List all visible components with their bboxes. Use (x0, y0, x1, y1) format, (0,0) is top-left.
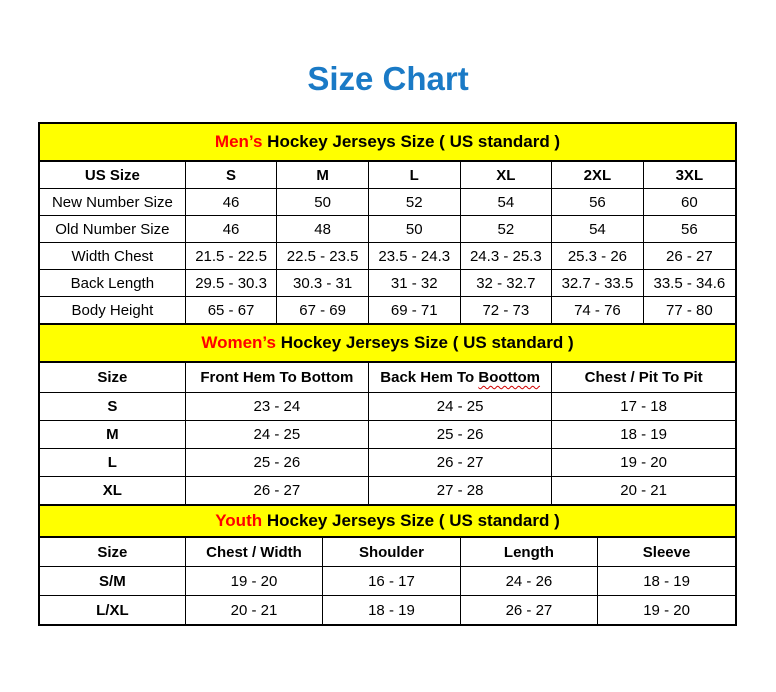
column-header-cell: Back Hem To Boottom (369, 363, 552, 393)
value-cell: 30.3 - 31 (277, 270, 369, 297)
value-cell: 24 - 25 (185, 421, 368, 449)
value-cell: 54 (460, 189, 552, 216)
value-cell: 26 - 27 (369, 449, 552, 477)
value-cell: 19 - 20 (185, 567, 322, 596)
row-label-cell: New Number Size (40, 189, 185, 216)
value-cell: 29.5 - 30.3 (185, 270, 277, 297)
value-cell: 67 - 69 (277, 297, 369, 324)
table-row (40, 393, 735, 421)
value-cell: 60 (643, 189, 735, 216)
column-header-cell: Length (460, 538, 597, 567)
row-label-cell: Old Number Size (40, 216, 185, 243)
value-cell: 20 - 21 (552, 477, 735, 505)
column-header-cell: XL (460, 162, 552, 189)
section-title-rest: Hockey Jerseys Size ( US standard ) (262, 511, 560, 530)
mens-section (40, 124, 735, 323)
value-cell: 65 - 67 (185, 297, 277, 324)
value-cell: 24.3 - 25.3 (460, 243, 552, 270)
row-label-cell: S/M (40, 567, 185, 596)
value-cell: 48 (277, 216, 369, 243)
womens-size-table (40, 363, 735, 504)
section-title-rest: Hockey Jerseys Size ( US standard ) (275, 333, 574, 352)
column-header-cell: Chest / Width (185, 538, 322, 567)
value-cell: 18 - 19 (598, 567, 735, 596)
header-row (40, 538, 735, 567)
value-cell: 56 (552, 189, 644, 216)
section-title-rest: Hockey Jerseys Size ( US standard ) (262, 132, 561, 151)
table-row (40, 270, 735, 297)
value-cell: 25.3 - 26 (552, 243, 644, 270)
youth-section (40, 504, 735, 624)
value-cell: 18 - 19 (552, 421, 735, 449)
row-label-cell: Back Length (40, 270, 185, 297)
value-cell: 17 - 18 (552, 393, 735, 421)
youth-section-title-band (40, 504, 735, 538)
table-row (40, 567, 735, 596)
misspelled-word: Boottom (478, 369, 541, 386)
section-title-highlight: Women’s (201, 333, 276, 352)
table-row (40, 216, 735, 243)
column-header-cell: US Size (40, 162, 185, 189)
mens-size-table (40, 162, 735, 323)
value-cell: 23.5 - 24.3 (368, 243, 460, 270)
value-cell: 33.5 - 34.6 (643, 270, 735, 297)
value-cell: 16 - 17 (323, 567, 460, 596)
womens-section-title-band (40, 323, 735, 363)
value-cell: 22.5 - 23.5 (277, 243, 369, 270)
value-cell: 26 - 27 (185, 477, 368, 505)
value-cell: 50 (368, 216, 460, 243)
column-header-cell: Shoulder (323, 538, 460, 567)
header-row (40, 162, 735, 189)
value-cell: 19 - 20 (598, 596, 735, 625)
value-cell: 74 - 76 (552, 297, 644, 324)
row-label-cell: Width Chest (40, 243, 185, 270)
column-header-cell: S (185, 162, 277, 189)
table-row (40, 449, 735, 477)
table-row (40, 297, 735, 324)
value-cell: 50 (277, 189, 369, 216)
value-cell: 21.5 - 22.5 (185, 243, 277, 270)
value-cell: 52 (368, 189, 460, 216)
value-cell: 32 - 32.7 (460, 270, 552, 297)
value-cell: 69 - 71 (368, 297, 460, 324)
value-cell: 56 (643, 216, 735, 243)
header-row (40, 363, 735, 393)
column-header-cell: Size (40, 538, 185, 567)
value-cell: 24 - 25 (369, 393, 552, 421)
value-cell: 26 - 27 (643, 243, 735, 270)
womens-section (40, 323, 735, 504)
value-cell: 24 - 26 (460, 567, 597, 596)
value-cell: 26 - 27 (460, 596, 597, 625)
column-header-cell: Size (40, 363, 185, 393)
column-header-cell: Sleeve (598, 538, 735, 567)
mens-section-title-band (40, 124, 735, 162)
page-title: Size Chart (307, 60, 469, 97)
value-cell: 52 (460, 216, 552, 243)
row-label-cell: L/XL (40, 596, 185, 625)
value-cell: 72 - 73 (460, 297, 552, 324)
column-header-cell: Chest / Pit To Pit (552, 363, 735, 393)
column-header-cell: Front Hem To Bottom (185, 363, 368, 393)
value-cell: 19 - 20 (552, 449, 735, 477)
column-header-cell: L (368, 162, 460, 189)
value-cell: 46 (185, 189, 277, 216)
value-cell: 25 - 26 (369, 421, 552, 449)
row-label-cell: L (40, 449, 185, 477)
value-cell: 77 - 80 (643, 297, 735, 324)
value-cell: 32.7 - 33.5 (552, 270, 644, 297)
value-cell: 27 - 28 (369, 477, 552, 505)
size-chart-block (38, 122, 737, 626)
section-title-highlight: Youth (215, 511, 263, 530)
value-cell: 23 - 24 (185, 393, 368, 421)
value-cell: 31 - 32 (368, 270, 460, 297)
value-cell: 18 - 19 (323, 596, 460, 625)
row-label-cell: M (40, 421, 185, 449)
row-label-cell: XL (40, 477, 185, 505)
youth-size-table (40, 538, 735, 624)
table-row (40, 189, 735, 216)
section-title-highlight: Men’s (214, 132, 263, 151)
table-row (40, 596, 735, 625)
table-row (40, 477, 735, 505)
value-cell: 20 - 21 (185, 596, 322, 625)
column-header-cell: 3XL (643, 162, 735, 189)
value-cell: 46 (185, 216, 277, 243)
row-label-cell: Body Height (40, 297, 185, 324)
table-row (40, 243, 735, 270)
row-label-cell: S (40, 393, 185, 421)
value-cell: 54 (552, 216, 644, 243)
column-header-cell: M (277, 162, 369, 189)
column-header-cell: 2XL (552, 162, 644, 189)
value-cell: 25 - 26 (185, 449, 368, 477)
table-row (40, 421, 735, 449)
